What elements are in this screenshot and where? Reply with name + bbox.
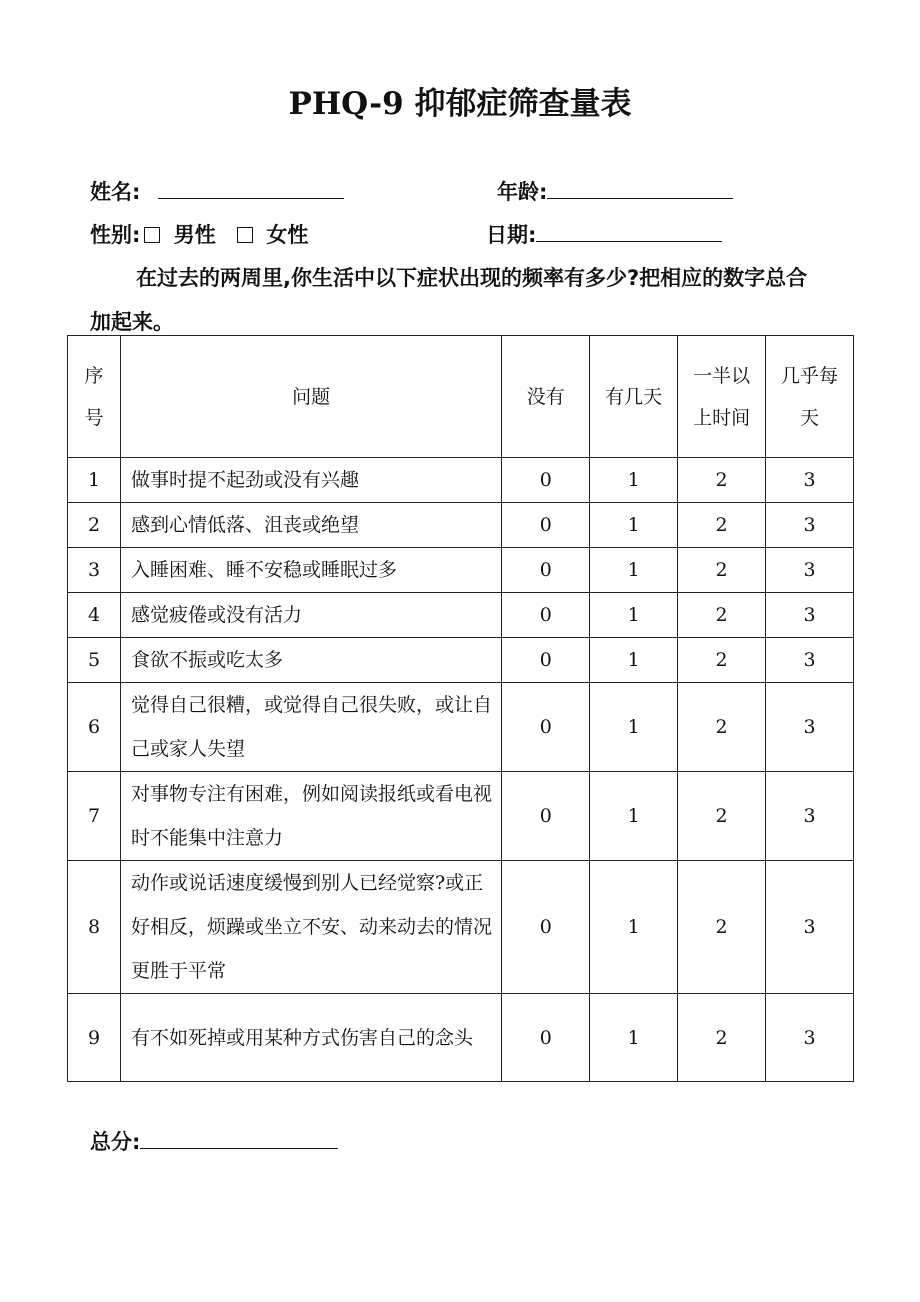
header-index: 序号 [68,336,121,458]
table-row [68,593,854,638]
row-question: 觉得自己很糟，或觉得自己很失败，或让自己或家人失望 [120,683,501,772]
date-label: 日期: [486,223,537,247]
male-checkbox[interactable] [144,227,160,243]
gender-label: 性别: [90,223,141,247]
row-number: 5 [68,638,121,683]
score-nearly-every-day[interactable]: 3 [766,683,854,772]
gender-field [90,219,308,249]
score-nearly-every-day[interactable]: 3 [766,548,854,593]
female-option-label: 女性 [266,223,309,247]
date-input-line[interactable] [536,223,722,242]
row-number: 7 [68,772,121,861]
score-none[interactable]: 0 [502,548,590,593]
row-number: 1 [68,458,121,503]
header-several-days: 有几天 [590,336,678,458]
score-none[interactable]: 0 [502,683,590,772]
score-nearly-every-day[interactable]: 3 [766,861,854,994]
female-checkbox[interactable] [237,227,253,243]
score-none[interactable]: 0 [502,861,590,994]
score-more-than-half[interactable]: 2 [678,593,766,638]
score-nearly-every-day[interactable]: 3 [766,593,854,638]
header-none: 没有 [502,336,590,458]
score-several-days[interactable]: 1 [590,861,678,994]
row-number: 6 [68,683,121,772]
table-row [68,458,854,503]
row-question: 感觉疲倦或没有活力 [120,593,501,638]
score-several-days[interactable]: 1 [590,638,678,683]
table-row [68,638,854,683]
total-input-line[interactable] [140,1130,338,1149]
table-row [68,772,854,861]
age-field [497,176,733,206]
score-several-days[interactable]: 1 [590,593,678,638]
score-more-than-half[interactable]: 2 [678,861,766,994]
score-more-than-half[interactable]: 2 [678,772,766,861]
score-more-than-half[interactable]: 2 [678,994,766,1082]
score-several-days[interactable]: 1 [590,994,678,1082]
score-nearly-every-day[interactable]: 3 [766,994,854,1082]
score-more-than-half[interactable]: 2 [678,548,766,593]
table-row [68,994,854,1082]
page-title: PHQ-9 抑郁症筛查量表 [288,86,632,122]
header-question: 问题 [120,336,501,458]
score-none[interactable]: 0 [502,994,590,1082]
score-several-days[interactable]: 1 [590,772,678,861]
header-nearly-every-day: 几乎每天 [766,336,854,458]
row-question: 做事时提不起劲或没有兴趣 [120,458,501,503]
score-nearly-every-day[interactable]: 3 [766,772,854,861]
score-more-than-half[interactable]: 2 [678,638,766,683]
row-number: 9 [68,994,121,1082]
phq9-table [67,335,854,1082]
score-several-days[interactable]: 1 [590,503,678,548]
score-none[interactable]: 0 [502,593,590,638]
score-more-than-half[interactable]: 2 [678,683,766,772]
age-label: 年龄: [497,180,548,204]
age-input-line[interactable] [547,180,733,199]
total-field [90,1126,338,1156]
score-several-days[interactable]: 1 [590,548,678,593]
score-none[interactable]: 0 [502,503,590,548]
instruction-text: 在过去的两周里,你生活中以下症状出现的频率有多少?把相应的数字总合加起来。 [90,266,808,334]
score-none[interactable]: 0 [502,772,590,861]
row-question: 入睡困难、睡不安稳或睡眠过多 [120,548,501,593]
header-more-than-half: 一半以上时间 [678,336,766,458]
row-question: 有不如死掉或用某种方式伤害自己的念头 [120,994,501,1082]
name-input-line[interactable] [158,180,344,199]
total-label: 总分: [90,1130,141,1154]
table-row [68,861,854,994]
row-question: 动作或说话速度缓慢到别人已经觉察?或正好相反，烦躁或坐立不安、动来动去的情况更胜于平常 [120,861,501,994]
score-none[interactable]: 0 [502,458,590,503]
score-nearly-every-day[interactable]: 3 [766,638,854,683]
score-several-days[interactable]: 1 [590,683,678,772]
score-more-than-half[interactable]: 2 [678,503,766,548]
table-row [68,548,854,593]
score-none[interactable]: 0 [502,638,590,683]
row-number: 3 [68,548,121,593]
score-nearly-every-day[interactable]: 3 [766,503,854,548]
male-option-label: 男性 [173,223,216,247]
date-field [486,219,722,249]
row-number: 2 [68,503,121,548]
score-nearly-every-day[interactable]: 3 [766,458,854,503]
name-field [90,176,344,206]
name-label: 姓名: [90,180,141,204]
row-number: 8 [68,861,121,994]
table-row [68,503,854,548]
table-row [68,683,854,772]
row-number: 4 [68,593,121,638]
score-more-than-half[interactable]: 2 [678,458,766,503]
score-several-days[interactable]: 1 [590,458,678,503]
row-question: 感到心情低落、沮丧或绝望 [120,503,501,548]
row-question: 对事物专注有困难，例如阅读报纸或看电视时不能集中注意力 [120,772,501,861]
row-question: 食欲不振或吃太多 [120,638,501,683]
table-header-row [68,336,854,458]
